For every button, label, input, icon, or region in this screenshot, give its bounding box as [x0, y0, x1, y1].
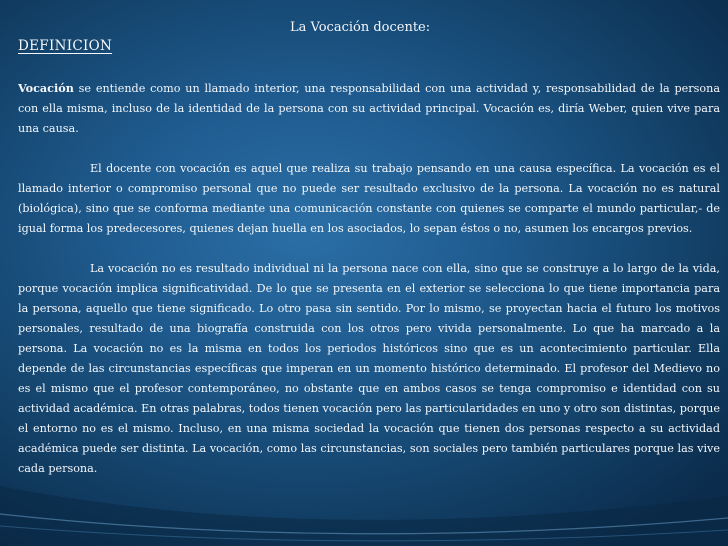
term-vocacion: Vocación [18, 81, 74, 95]
paragraph-spacer [18, 139, 720, 159]
paragraph-spacer [18, 239, 720, 259]
paragraph-definition [18, 78, 720, 139]
slide-title: La Vocación docente: [290, 20, 431, 35]
paragraph-construccion [18, 259, 720, 479]
paragraph-docente [18, 159, 720, 239]
section-heading: DEFINICION [18, 38, 113, 54]
body-text [18, 78, 720, 479]
paragraph-construccion-text: La vocación no es resultado individual ni la persona nace con ella, sino que se construye a lo largo de la vida, porque vocación implica significatividad. De lo que se presenta en el exterior se selecciona lo que tiene importancia para la persona, aquello que tiene significado. Lo otro pasa sin sentido. Por lo mismo, se proyectan hacia el futuro los motivos personales, resultado de una biografía construida con los otros pero vivida personalmente. Lo que ha marcado a la persona. La vocación no es la misma en todos los periodos históricos sino que es un acontecimiento particular. Ella depende de las circunstancias específicas que imperan en un momento histórico determinado. El profesor del Medievo no es el mismo que el profesor contemporáneo, no obstante que en ambos casos se tenga compromiso e identidad con su actividad académica. En otras palabras, todos tienen vocación pero las particularidades en uno y otro son distintas, porque el entorno no es el mismo. Incluso, en una misma sociedad la vocación que tienen dos personas respecto a su actividad académica puede ser distinta. La vocación, como las circunstancias, son sociales pero también particulares porque las vive cada persona. [18, 262, 720, 475]
paragraph-docente-text: El docente con vocación es aquel que realiza su trabajo pensando en una causa específica. La vocación es el llamado interior o compromiso personal que no puede ser resultado exclusivo de la persona. La vocación no es natural (biológica), sino que se conforma mediante una comunicación constante con quienes se comparte el mundo particular,- de igual forma los predecesores, quienes dejan huella en los asociados, lo sepan éstos o no, asumen los encargos previos. [18, 162, 720, 235]
paragraph-definition-text: se entiende como un llamado interior, una responsabilidad con una actividad y, responsabilidad de la persona con ella misma, incluso de la identidad de la persona con su actividad principal. Vocación es, diría Weber, quien vive para una causa. [18, 82, 720, 135]
